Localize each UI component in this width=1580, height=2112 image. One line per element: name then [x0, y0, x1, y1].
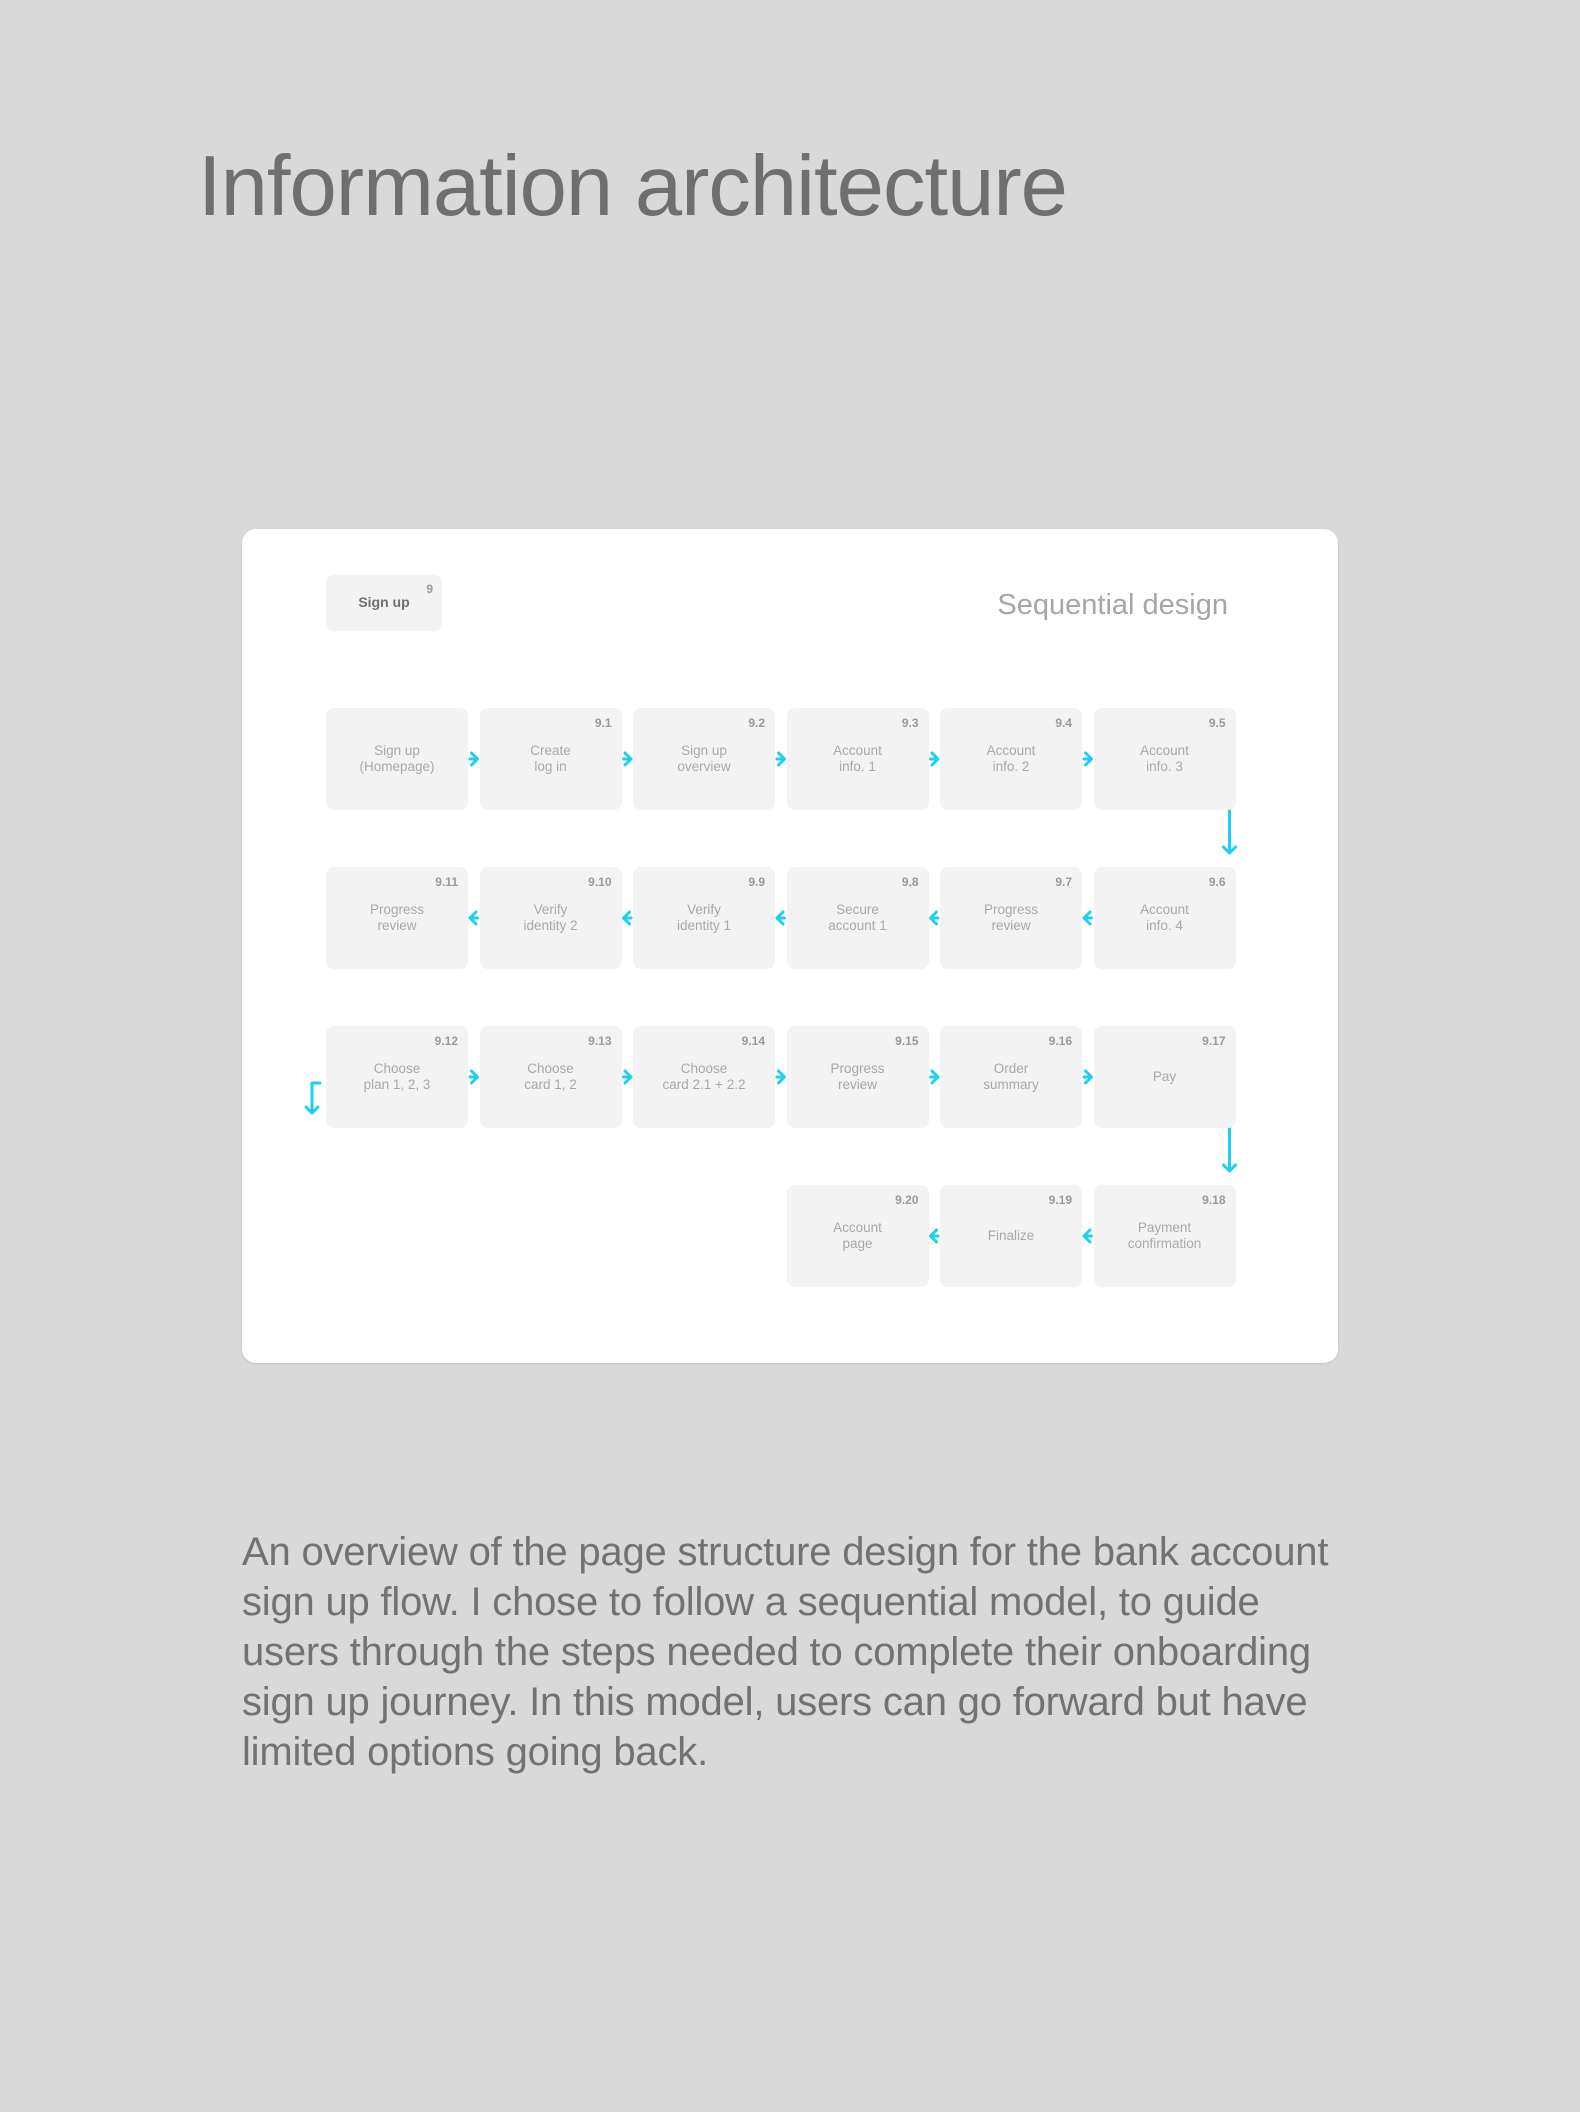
root-node-label: Sign up: [358, 594, 410, 610]
flow-node-label: Order summary: [983, 1061, 1039, 1092]
flow-node-label: Account info. 1: [833, 743, 882, 774]
flow-node-label: Account info. 3: [1140, 743, 1189, 774]
flow-node: [326, 708, 468, 810]
flow-arrow: [624, 1071, 632, 1083]
flow-node: [480, 867, 622, 969]
flow-arrow: [777, 1071, 785, 1083]
flow-node: [787, 867, 929, 969]
flow-node-label: Account info. 2: [986, 743, 1036, 774]
flow-arrow: [1084, 1230, 1092, 1242]
flow-node: [940, 867, 1082, 969]
flow-node-label: Payment confirmation: [1127, 1220, 1202, 1251]
flow-node-label: Account page: [833, 1220, 882, 1251]
flow-arrow: [1084, 753, 1092, 765]
flow-node-number: 9.5: [1208, 716, 1226, 730]
flow-node: [326, 1026, 468, 1128]
flow-node-number: 9.9: [748, 875, 765, 889]
page-title: Information architecture: [198, 139, 1067, 234]
flow-node: [787, 1185, 929, 1287]
flow-node: [1094, 1185, 1236, 1287]
flow-arrow: [470, 1071, 478, 1083]
flow-node-number: 9.1: [594, 716, 612, 730]
flow-node-label: Pay: [1152, 1069, 1177, 1084]
flow-node: [326, 867, 468, 969]
flow-node-number: 9.20: [895, 1193, 919, 1207]
flow-node-label: Sign up (Homepage): [359, 743, 435, 774]
flow-node-number: 9.3: [901, 716, 919, 730]
flow-node-label: Choose card 2.1 + 2.2: [662, 1061, 746, 1092]
flow-arrow: [306, 1083, 320, 1113]
flow-node-number: 9.15: [895, 1034, 919, 1048]
flow-arrow: [777, 753, 785, 765]
flow-node-label: Finalize: [987, 1228, 1035, 1243]
flow-arrow: [470, 912, 478, 924]
flow-node-number: 9.18: [1202, 1193, 1226, 1207]
flow-node: [940, 1026, 1082, 1128]
flow-node-number: 9.4: [1055, 716, 1072, 730]
page-caption: An overview of the page structure design for the bank account sign up flow. I chose to follow a sequential model, to guide users through the steps needed to complete their onboarding sign up journey. In this model, users can go forward but have limited options going back.: [242, 1530, 1329, 1774]
flow-arrow: [1222, 808, 1236, 853]
flow-node-number: 9.2: [748, 716, 765, 730]
flow-arrow: [931, 753, 939, 765]
flow-node-number: 9.10: [588, 875, 612, 889]
flow-node-label: Choose plan 1, 2, 3: [363, 1061, 431, 1092]
flow-arrow: [777, 912, 785, 924]
flow-node-label: Sign up overview: [677, 743, 731, 774]
flow-node-label: Account info. 4: [1140, 902, 1189, 933]
flow-arrow: [624, 753, 632, 765]
flow-node-number: 9.7: [1055, 875, 1072, 889]
flow-node: [633, 867, 775, 969]
flow-node-number: 9.17: [1202, 1034, 1226, 1048]
flow-node: [633, 708, 775, 810]
flow-node-label: Progress review: [983, 902, 1039, 933]
flow-node-number: 9.8: [901, 875, 919, 889]
flow-node-number: 9.11: [435, 875, 458, 889]
flow-node-label: Verify identity 2: [523, 902, 578, 933]
flow-node: [1094, 1026, 1236, 1128]
flow-node: [1094, 867, 1236, 969]
flow-node-number: 9.19: [1048, 1193, 1072, 1207]
root-node-number: 9: [426, 582, 433, 596]
flow-arrow: [931, 912, 939, 924]
flow-node: [480, 708, 622, 810]
flow-node-number: 9.13: [588, 1034, 612, 1048]
flow-node: [940, 708, 1082, 810]
flow-node-label: Progress review: [369, 902, 425, 933]
flow-arrow: [470, 753, 478, 765]
flow-node: [787, 1026, 929, 1128]
flow-arrow: [931, 1071, 939, 1083]
flow-node: [1094, 708, 1236, 810]
flow-arrow: [1084, 1071, 1092, 1083]
flow-arrow: [1222, 1126, 1236, 1171]
flow-arrow: [1084, 912, 1092, 924]
flow-node: [633, 1026, 775, 1128]
diagram-heading: Sequential design: [997, 589, 1228, 621]
flow-arrow: [931, 1230, 939, 1242]
flow-node-number: 9.6: [1208, 875, 1226, 889]
flow-node: [787, 708, 929, 810]
flow-node-label: Create log in: [530, 743, 571, 774]
flow-node: [480, 1026, 622, 1128]
flow-node: [940, 1185, 1082, 1287]
flow-arrow: [624, 912, 632, 924]
flow-node-number: 9.14: [741, 1034, 765, 1048]
flow-node-number: 9.16: [1048, 1034, 1072, 1048]
flow-node-label: Choose card 1, 2: [524, 1061, 577, 1092]
flow-node-label: Verify identity 1: [676, 902, 732, 933]
flow-node-number: 9.12: [434, 1034, 458, 1048]
sitemap-diagram-card: [242, 529, 1338, 1363]
flow-node-label: Progress review: [830, 1061, 885, 1092]
flow-node-label: Secure account 1: [828, 902, 887, 933]
